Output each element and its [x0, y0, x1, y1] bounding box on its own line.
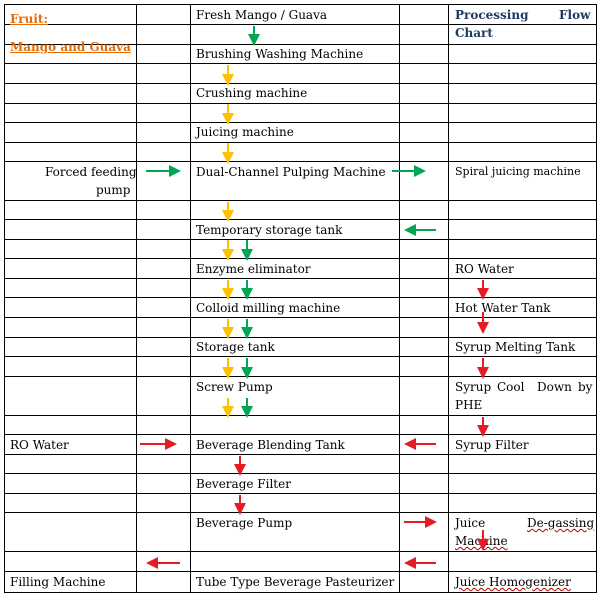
step-beverage-filter: Beverage Filter	[196, 477, 291, 491]
left-ro-water: RO Water	[10, 438, 69, 452]
step-beverage-pump: Beverage Pump	[196, 516, 293, 530]
step-juicing: Juicing machine	[196, 125, 294, 139]
degassing-word: De-gassing	[527, 516, 595, 530]
step-pulping: Dual-Channel Pulping Machine	[196, 165, 386, 179]
step-pasteurizer: Tube Type Beverage Pasteurizer	[196, 575, 395, 589]
syrup-cool-word2: Cool	[497, 380, 525, 394]
juice-homogenizer: Juice Homogenizer	[455, 575, 571, 589]
fruit-label: Fruit:	[10, 12, 48, 26]
title-processing: Processing	[455, 8, 529, 22]
title-chart: Chart	[455, 26, 493, 40]
syrup-melting-tank: Syrup Melting Tank	[455, 340, 576, 354]
syrup-cool-line2: PHE	[455, 398, 483, 412]
step-screw-pump: Screw Pump	[196, 380, 273, 394]
step-storage-tank: Storage tank	[196, 340, 275, 354]
step-crushing: Crushing machine	[196, 86, 308, 100]
step-brushing-washing: Brushing Washing Machine	[196, 47, 364, 61]
syrup-cool-word4: by	[578, 380, 593, 394]
filling-machine: Filling Machine	[10, 575, 106, 589]
forced-feeding-pump-line2: pump	[96, 183, 131, 197]
step-fresh-fruit: Fresh Mango / Guava	[196, 8, 328, 22]
machine-word: Machine	[455, 534, 508, 548]
right-ro-water: RO Water	[455, 262, 514, 276]
syrup-filter: Syrup Filter	[455, 438, 529, 452]
step-blending-tank: Beverage Blending Tank	[196, 438, 345, 452]
hot-water-tank: Hot Water Tank	[455, 301, 551, 315]
title-flow: Flow	[559, 8, 591, 22]
spiral-juicing-machine: Spiral juicing machine	[455, 165, 581, 178]
step-enzyme-eliminator: Enzyme eliminator	[196, 262, 311, 276]
syrup-cool-word1: Syrup	[455, 380, 492, 394]
step-temp-storage: Temporary storage tank	[196, 223, 343, 237]
syrup-cool-word3: Down	[537, 380, 572, 394]
juice-word: Juice	[455, 516, 486, 530]
step-colloid-mill: Colloid milling machine	[196, 301, 341, 315]
fruit-name: Mango and Guava	[10, 40, 131, 54]
forced-feeding-pump-line1: Forced feeding	[45, 165, 137, 179]
